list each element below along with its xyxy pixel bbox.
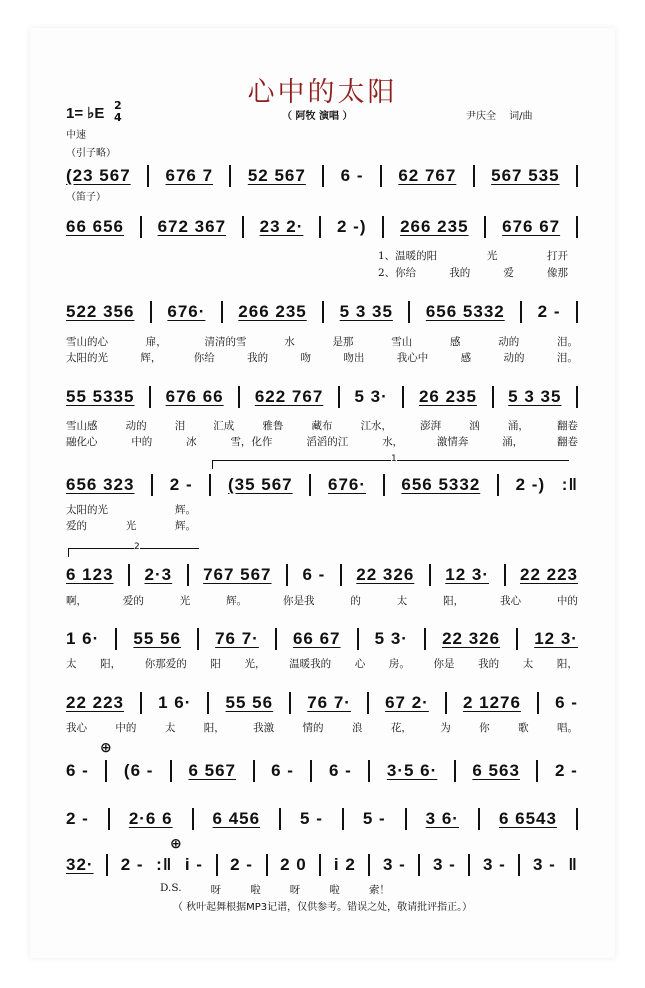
- measure: (23 567: [66, 166, 131, 185]
- measure: 12 3·: [445, 565, 490, 584]
- measure: 6 563: [472, 761, 520, 780]
- measure: 656 323: [66, 475, 135, 494]
- measure: 2 -: [537, 302, 561, 321]
- measure: 2 -: [120, 855, 144, 874]
- measure: 3 -: [482, 855, 506, 874]
- staff-row-11: 32· 2 - :‖ i - 2 - 2 0 i 2 3 - 3 - 3 - 3 - ‖: [66, 855, 578, 874]
- measure: 22 326: [442, 629, 501, 648]
- staff-row-6: [66, 562, 578, 588]
- measure: 3 -: [432, 855, 456, 874]
- measure: 6 6543: [498, 809, 557, 828]
- measure: 6 -: [66, 761, 89, 780]
- measure: 767 567: [203, 565, 272, 584]
- lyrics-row-3a: 雪山的心 扉， 清清的雪 水 是那 雪山 感 动的 泪。: [66, 336, 578, 348]
- measure: 676 7: [165, 166, 214, 185]
- measure: 6 -: [302, 565, 326, 584]
- lyrics-row-3b: 太阳的光 辉， 你给 我的 吻 吻出 我心中 感 动的 泪。: [66, 352, 578, 364]
- measure: 6 -: [340, 166, 364, 185]
- staff-row-10: [66, 806, 578, 832]
- measure: 5 -: [300, 809, 323, 828]
- volta-2: 2: [68, 548, 199, 557]
- measure: 2 -: [230, 855, 253, 874]
- lyrics-row-7: 太 阳， 你那爱的 阳 光， 温暖我的 心 房。 你是 我的 太 阳，: [66, 658, 578, 670]
- song-title: 心中的太阳: [247, 77, 398, 108]
- measure: 266 235: [238, 302, 307, 321]
- footnote: （ 秋叶起舞根据MP3记谱，仅供参考。错误之处，敬请批评指正。）: [172, 902, 473, 913]
- measure: 2 -): [336, 217, 367, 236]
- measure: 6 -: [555, 693, 578, 712]
- staff-row-1: [66, 163, 578, 189]
- measure: 5 3 35: [508, 387, 562, 406]
- lyrics-row-6: 啊， 爱的 光 辉。 你是我 的 太 阳， 我心 中的: [66, 595, 578, 607]
- credit: 尹庆全 词/曲: [466, 111, 533, 122]
- measure: 6 567: [188, 761, 237, 780]
- measure: 5 3·: [354, 387, 388, 406]
- key-signature: 1= ♭E: [66, 105, 105, 122]
- measure: 55 56: [225, 693, 274, 712]
- lyrics-verse-1: 1、温暖的阳 光 打开: [378, 250, 568, 262]
- staff-row-3: [66, 299, 578, 325]
- measure: 672 367: [157, 217, 227, 236]
- measure: i 2: [333, 855, 356, 874]
- measure: 22 223: [519, 565, 578, 584]
- measure: 5 3 35: [339, 302, 393, 321]
- measure: 66 656: [66, 217, 124, 236]
- measure: 2 -: [554, 761, 578, 780]
- flute-label: （笛子）: [66, 192, 106, 203]
- staff-row-5: 656 323 2 - (35 567 676· 656 5332 2 -) :‖: [66, 475, 578, 494]
- measure: 2 -: [169, 475, 193, 494]
- measure: 23 2·: [259, 217, 304, 236]
- measure: 3 6·: [425, 809, 459, 828]
- measure: 6 -: [328, 761, 352, 780]
- performer: （ 阿牧 演唱 ）: [282, 111, 353, 122]
- volta-1: 1: [212, 460, 569, 469]
- measure: 67 2·: [385, 693, 429, 712]
- measure: 6 456: [212, 809, 261, 828]
- staff-row-2: [66, 214, 578, 240]
- staff-row-8: [66, 690, 578, 716]
- lyrics-row-8: 我心 中的 太 阳， 我激 情的 浪 花， 为 你 歌 唱。: [66, 722, 578, 734]
- measure: 676·: [167, 302, 206, 321]
- measure: 22 326: [356, 565, 415, 584]
- measure: 266 235: [400, 217, 469, 236]
- time-signature: 2 4: [114, 99, 122, 124]
- measure: 6 123: [66, 565, 114, 584]
- measure: 76 7·: [307, 693, 351, 712]
- intro-label: （引子略）: [66, 148, 116, 159]
- measure: 3 -: [532, 855, 556, 874]
- measure: 656 5332: [401, 475, 481, 494]
- lyrics-row-11: D.S. 呀 啦 呀 啦 索！: [160, 882, 390, 896]
- measure: 676·: [328, 475, 367, 494]
- measure: 622 767: [254, 387, 324, 406]
- measure: 3 -: [382, 855, 406, 874]
- measure: 52 567: [247, 166, 306, 185]
- staff-row-4: [66, 384, 578, 410]
- measure: 55 5335: [66, 387, 135, 406]
- lyrics-row-5a: 太阳的光 辉。: [66, 504, 196, 516]
- measure: 2 -): [515, 475, 546, 494]
- measure: 5 -: [362, 809, 386, 828]
- measure: 676 66: [165, 387, 224, 406]
- measure: i -: [184, 855, 203, 874]
- staff-row-9: [66, 758, 578, 784]
- measure: 55 56: [133, 629, 181, 648]
- measure: 66 67: [292, 629, 341, 648]
- lyrics-row-4b: 融化心 中的 冰 雪，化作 滔滔的江 水， 激情奔 涌， 翻卷: [66, 436, 578, 448]
- measure: 62 767: [398, 166, 457, 185]
- measure: 567 535: [491, 166, 560, 185]
- measure: 2 1276: [462, 693, 521, 712]
- coda-sign-icon: ⊕: [170, 836, 182, 852]
- lyrics-row-5b: 爱的 光 辉。: [66, 520, 196, 532]
- measure: 1 6·: [158, 693, 192, 712]
- measure: (6 -: [123, 761, 154, 780]
- staff-row-7: [66, 626, 578, 652]
- coda-sign-icon: ⊕: [100, 740, 112, 756]
- measure: 3·5 6·: [386, 761, 438, 780]
- measure: 2 -: [66, 809, 89, 828]
- measure: 26 235: [418, 387, 477, 406]
- measure: 2 0: [280, 855, 307, 874]
- measure: (35 567: [227, 475, 293, 494]
- measure: 522 356: [66, 302, 135, 321]
- measure: 676 67: [502, 217, 561, 236]
- measure: 5 3·: [374, 629, 408, 648]
- tempo: 中速: [66, 130, 86, 141]
- measure: 22 223: [66, 693, 124, 712]
- lyrics-verse-2: 2、你给 我的 爱 像那: [378, 267, 568, 279]
- measure: 6 -: [271, 761, 294, 780]
- measure: 76 7·: [215, 629, 259, 648]
- measure: 2·6 6: [128, 809, 173, 828]
- lyrics-row-4a: 雪山感 动的 泪 汇成 雅鲁 藏布 江水， 澎湃 汹 涌， 翻卷: [66, 420, 578, 432]
- measure: 2·3: [144, 565, 173, 584]
- measure: 32·: [66, 855, 94, 874]
- measure: 656 5332: [425, 302, 505, 321]
- measure: 1 6·: [66, 629, 100, 648]
- measure: 12 3·: [534, 629, 578, 648]
